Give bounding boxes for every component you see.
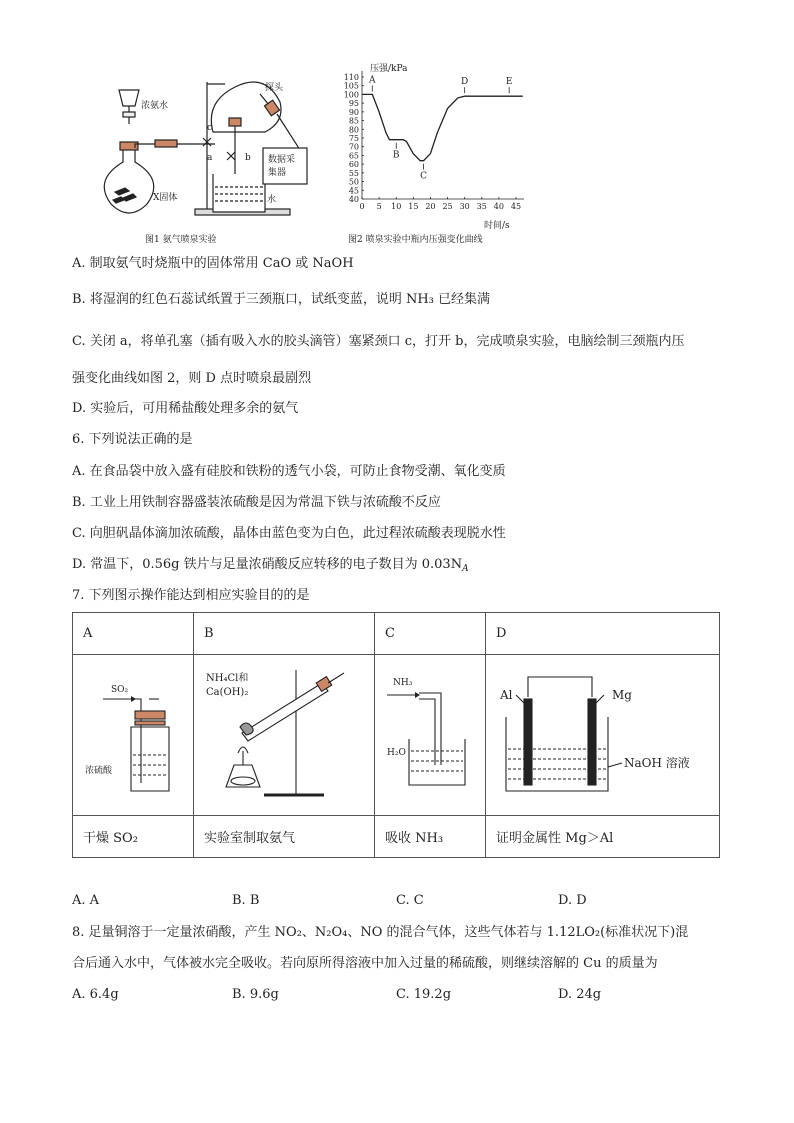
q7-figure-c-cell — [375, 655, 486, 816]
chart-x-tick-label: 5 — [376, 202, 382, 211]
label-x-solid: X固体 — [153, 193, 178, 203]
q7-figure-b-ammonia-prep — [194, 655, 374, 811]
chart-y-tick-label: 110 — [343, 73, 359, 82]
q7-answer-b: B. B — [232, 893, 260, 908]
q7-stem: 7. 下列图示操作能达到相应实验目的的是 — [72, 588, 310, 603]
chart-ylabel: 压强/kPa — [370, 64, 408, 74]
q7-figure-b-cell — [194, 655, 375, 816]
chart-y-tick-label: 100 — [343, 90, 359, 100]
q5-option-b: B. 将湿润的红色石蕊试纸置于三颈瓶口，试纸变蓝，说明 NH₃ 已经集满 — [72, 292, 491, 307]
chart-annotation-label: A — [369, 75, 376, 86]
chart-x-tick-label: 20 — [425, 202, 436, 211]
q8-stem-line1: 8. 足量铜溶于一定量浓硝酸，产生 NO₂、N₂O₄、NO 的混合气体，这些气体若与 1.12LO₂(标准状况下)混 — [72, 925, 689, 940]
chart-x-tick-label: 35 — [476, 202, 487, 211]
chart-y-tick-label: 40 — [348, 195, 359, 204]
label-b: b — [245, 153, 251, 163]
q6-option-c: C. 向胆矾晶体滴加浓硫酸，晶体由蓝色变为白色，此过程浓硫酸表现脱水性 — [72, 526, 506, 541]
q7-a-acid-label: 浓硫酸 — [85, 766, 113, 776]
q7-figure-a-gas-washing-bottle — [73, 655, 193, 811]
q7-header-c: C — [375, 613, 486, 655]
chart-x-tick-label: 25 — [442, 202, 453, 211]
label-a: a — [207, 153, 213, 163]
figure-2-pressure-chart — [330, 62, 530, 248]
q7-purpose-c: 吸收 NH₃ — [375, 816, 486, 858]
q6-option-d-subscript: A — [462, 564, 469, 574]
q7-answer-c: C. C — [396, 893, 424, 908]
q7-c-water-label: H₂O — [387, 748, 406, 758]
q7-d-solution-label: NaOH 溶液 — [624, 756, 690, 770]
q5-option-a: A. 制取氨气时烧瓶中的固体常用 CaO 或 NaOH — [72, 256, 354, 271]
q6-stem: 6. 下列说法正确的是 — [72, 432, 193, 447]
q8-answer-d: D. 24g — [558, 987, 602, 1002]
q8-answer-c: C. 19.2g — [396, 987, 452, 1002]
chart-annotation-label: D — [461, 77, 469, 88]
chart-annotation-label: B — [392, 150, 400, 161]
q7-header-a: A — [73, 613, 194, 655]
q6-option-d-text: D. 常温下，0.56g 铁片与足量浓硝酸反应转移的电子数目为 0.03N — [72, 557, 463, 572]
pressure-series-line — [362, 94, 523, 160]
q7-figure-d-cell — [486, 655, 720, 816]
chart-x-tick-label: 45 — [510, 202, 522, 211]
q7-purpose-b: 实验室制取氨气 — [194, 816, 375, 858]
chart-x-tick-label: 15 — [408, 202, 419, 211]
chart-y-tick-label: 60 — [348, 160, 359, 170]
chart-y-tick-label: 80 — [348, 125, 359, 135]
label-logger-1: 数据采 — [268, 155, 296, 165]
chart-x-tick-label: 0 — [359, 202, 365, 211]
q7-options-table — [72, 612, 720, 858]
q7-answer-a: A. A — [72, 893, 100, 908]
q5-option-d: D. 实验后，可用稀盐酸处理多余的氨气 — [72, 401, 299, 416]
q5-option-c-line1: C. 关闭 a，将单孔塞（插有吸入水的胶头滴管）塞紧颈口 c，打开 b，完成喷泉实验，电脑绘制三颈瓶内压 — [72, 334, 685, 349]
label-probe: 探头 — [265, 83, 284, 93]
q7-purpose-a: 干燥 SO₂ — [73, 816, 194, 858]
figure-2-caption: 图2 喷泉实验中瓶内压强变化曲线 — [348, 235, 483, 245]
q7-answer-d: D. D — [558, 893, 587, 908]
chart-annotation-label: E — [505, 77, 513, 88]
chart-y-tick-label: 55 — [348, 168, 359, 178]
figure-1-caption: 图1 氨气喷泉实验 — [145, 235, 217, 245]
q7-c-gas-label: NH₃ — [393, 678, 413, 688]
chart-y-tick-label: 105 — [343, 81, 359, 91]
q7-purpose-d: 证明金属性 Mg＞Al — [486, 816, 720, 858]
label-conc-ammonia: 浓氨水 — [141, 101, 169, 111]
q6-option-b: B. 工业上用铁制容器盛装浓硫酸是因为常温下铁与浓硫酸不反应 — [72, 495, 441, 510]
chart-y-tick-label: 90 — [348, 107, 359, 117]
chart-xlabel: 时间/s — [484, 221, 510, 231]
q8-answer-b: B. 9.6g — [232, 987, 279, 1002]
q7-b-reagent2-label: Ca(OH)₂ — [206, 687, 249, 698]
label-water: 水 — [267, 195, 277, 205]
chart-y-tick-label: 65 — [348, 151, 359, 161]
chart-y-tick-label: 75 — [348, 134, 359, 143]
q7-d-mg-label: Mg — [612, 688, 632, 702]
chart-x-tick-label: 10 — [391, 202, 402, 211]
q6-option-a: A. 在食品袋中放入盛有硅胶和铁粉的透气小袋，可防止食物受潮、氧化变质 — [72, 464, 506, 479]
chart-y-tick-label: 50 — [348, 177, 359, 187]
q7-d-al-label: Al — [500, 688, 513, 702]
q7-a-gas-label: SO₂ — [111, 685, 129, 695]
chart-y-tick-label: 95 — [348, 99, 359, 109]
q6-option-d — [72, 556, 469, 578]
q8-answer-a: A. 6.4g — [72, 987, 119, 1002]
q5-option-c-line2: 强变化曲线如图 2，则 D 点时喷泉最剧烈 — [72, 371, 312, 386]
label-logger-2: 集器 — [268, 168, 287, 178]
chart-x-tick-label: 30 — [459, 202, 470, 211]
q8-stem-line2: 合后通入水中，气体被水完全吸收。若向原所得溶液中加入过量的稀硫酸，则继续溶解的 Cu 的质量为 — [72, 956, 658, 971]
chart-y-tick-label: 85 — [348, 116, 359, 126]
chart-x-tick-label: 40 — [493, 202, 504, 211]
chart-y-tick-label: 45 — [348, 186, 359, 196]
chart-annotation-label: C — [420, 171, 428, 182]
q7-figure-c-ammonia-absorption — [375, 655, 485, 811]
q7-b-reagent1-label: NH₄Cl和 — [206, 673, 249, 684]
q7-figure-d-galvanic-cell — [486, 655, 716, 811]
figure-1-ammonia-fountain — [95, 62, 325, 248]
q7-figure-a-cell — [73, 655, 194, 816]
chart-y-tick-label: 70 — [348, 142, 359, 152]
q7-header-b: B — [194, 613, 375, 655]
label-c: c — [207, 123, 213, 133]
q7-header-d: D — [486, 613, 720, 655]
